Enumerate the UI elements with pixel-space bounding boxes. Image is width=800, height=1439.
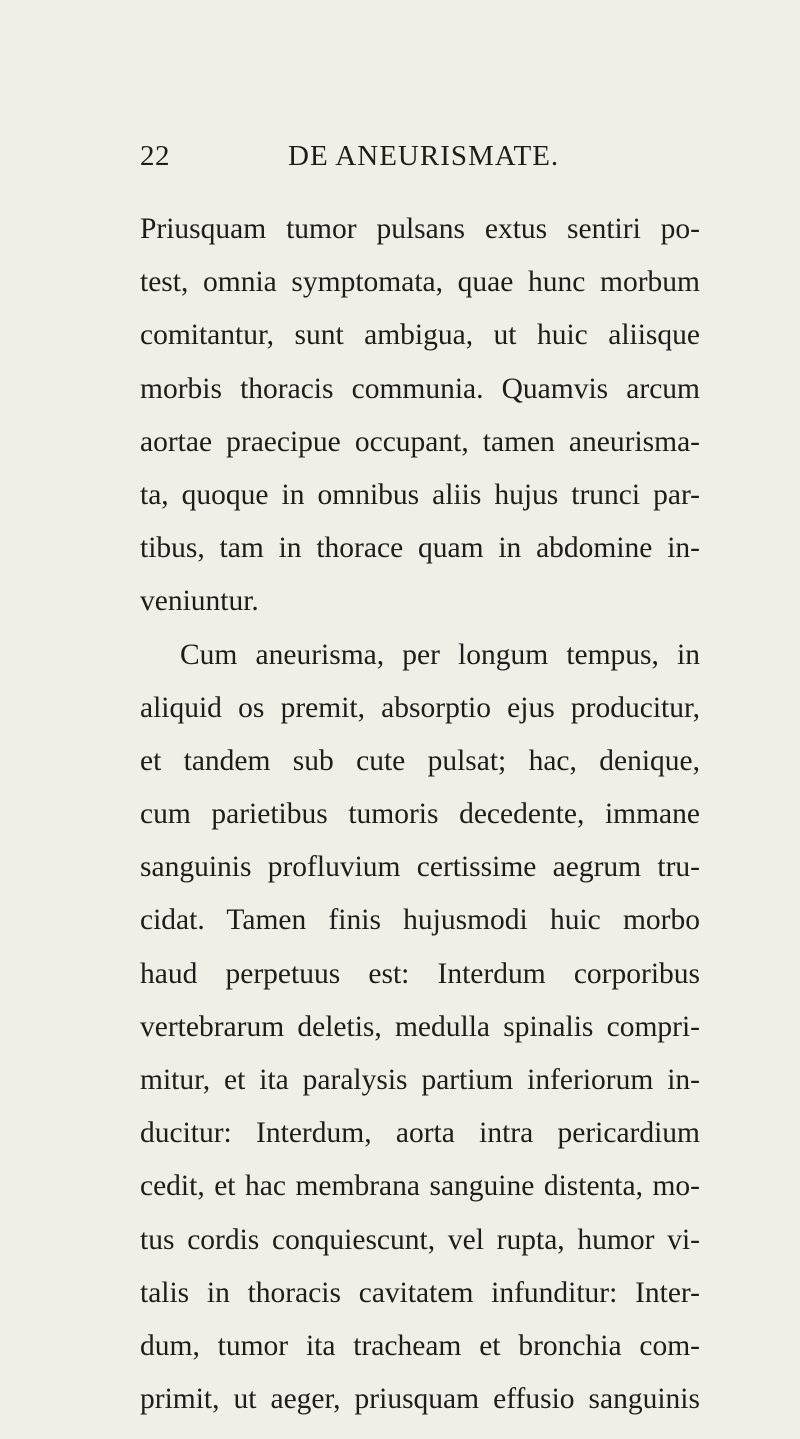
text-line: talis in thoracis cavitatem infunditur: Inter- — [140, 1276, 700, 1309]
text-line: cedit, et hac membrana sanguine distenta, mo- — [140, 1170, 700, 1203]
text-line: cum parietibus tumoris decedente, immane — [140, 798, 700, 831]
text-line: morbis thoracis communia. Quamvis arcum — [140, 372, 700, 405]
text-line: vertebrarum deletis, medulla spinalis compri- — [140, 1010, 700, 1043]
text-line: tibus, tam in thorace quam in abdomine in- — [140, 532, 700, 565]
text-line: ducitur: Interdum, aorta intra pericardium — [140, 1117, 700, 1150]
text-line: dum, tumor ita tracheam et bronchia com- — [140, 1329, 700, 1362]
text-line: aliquid os premit, absorptio ejus producitur, — [140, 691, 700, 724]
text-line: primit, ut aeger, priusquam effusio sanguinis — [140, 1383, 700, 1416]
text-line: sanguinis profluvium certissime aegrum tru- — [140, 851, 700, 884]
body-text — [140, 203, 700, 1426]
page-header — [140, 140, 670, 180]
text-line: ta, quoque in omnibus aliis hujus trunci par- — [140, 478, 700, 511]
running-title: DE ANEURISMATE. — [288, 140, 560, 172]
text-line: veniuntur. — [140, 585, 259, 618]
text-line: et tandem sub cute pulsat; hac, denique, — [140, 744, 700, 777]
text-line: Cum aneurisma, per longum tempus, in — [180, 638, 700, 671]
text-line: mitur, et ita paralysis partium inferiorum in- — [140, 1064, 700, 1096]
text-line: tus cordis conquiescunt, vel rupta, humor vi- — [140, 1223, 700, 1256]
page-number: 22 — [140, 140, 170, 172]
text-line: haud perpetuus est: Interdum corporibus — [140, 957, 700, 990]
text-line: comitantur, sunt ambigua, ut huic aliisque — [140, 319, 700, 352]
text-line: cidat. Tamen finis hujusmodi huic morbo — [140, 904, 700, 937]
text-line: aortae praecipue occupant, tamen aneurisma- — [140, 425, 700, 458]
text-line: Priusquam tumor pulsans extus sentiri po- — [140, 213, 700, 245]
text-line: test, omnia symptomata, quae hunc morbum — [140, 266, 700, 299]
